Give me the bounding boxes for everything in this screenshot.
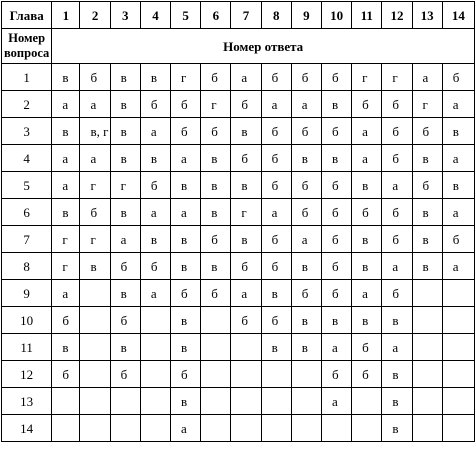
answer-cell: б bbox=[201, 226, 231, 253]
answer-cell: г bbox=[110, 172, 140, 199]
answer-cell: а bbox=[140, 118, 170, 145]
answer-cell: б bbox=[201, 280, 231, 307]
answer-cell: г bbox=[80, 226, 110, 253]
table-row bbox=[2, 361, 475, 388]
answer-cell: а bbox=[442, 91, 474, 118]
answer-cell bbox=[201, 307, 231, 334]
question-number-label: Номер вопроса bbox=[2, 29, 52, 64]
question-number: 1 bbox=[2, 64, 52, 91]
answer-cell: а bbox=[321, 388, 351, 415]
answer-cell: в bbox=[171, 253, 201, 280]
answer-cell bbox=[201, 415, 231, 442]
answer-cell: в bbox=[171, 172, 201, 199]
answer-cell: в bbox=[231, 118, 261, 145]
answer-cell: а bbox=[442, 253, 474, 280]
answer-cell: г bbox=[201, 91, 231, 118]
answer-cell: в bbox=[52, 118, 80, 145]
answer-cell: а bbox=[80, 91, 110, 118]
answer-cell bbox=[80, 307, 110, 334]
answer-cell bbox=[291, 415, 321, 442]
chapter-number: 14 bbox=[442, 2, 474, 29]
answer-cell: а bbox=[442, 145, 474, 172]
answer-cell bbox=[442, 334, 474, 361]
answer-cell: б bbox=[321, 361, 351, 388]
table-row bbox=[2, 334, 475, 361]
answer-cell: б bbox=[352, 334, 382, 361]
answer-cell bbox=[52, 415, 80, 442]
answer-cell bbox=[442, 307, 474, 334]
table-row bbox=[2, 415, 475, 442]
answer-cell: в bbox=[80, 253, 110, 280]
answer-cell: а bbox=[231, 64, 261, 91]
answer-cell bbox=[291, 388, 321, 415]
answer-cell bbox=[110, 388, 140, 415]
answer-cell: а bbox=[412, 64, 442, 91]
answer-cell: а bbox=[52, 145, 80, 172]
answer-cell bbox=[140, 361, 170, 388]
chapter-number: 7 bbox=[231, 2, 261, 29]
answer-cell: в bbox=[291, 307, 321, 334]
answer-cell: в bbox=[110, 118, 140, 145]
answer-cell: б bbox=[110, 361, 140, 388]
answer-cell: а bbox=[52, 280, 80, 307]
answer-cell bbox=[442, 388, 474, 415]
answer-cell: в bbox=[291, 334, 321, 361]
question-number: 8 bbox=[2, 253, 52, 280]
answer-cell: г bbox=[352, 64, 382, 91]
table-row bbox=[2, 388, 475, 415]
answer-cell: в bbox=[412, 226, 442, 253]
answer-cell: в bbox=[382, 361, 412, 388]
chapter-number: 12 bbox=[382, 2, 412, 29]
answer-cell: б bbox=[171, 118, 201, 145]
answer-cell: б bbox=[201, 64, 231, 91]
answer-cell: б bbox=[52, 307, 80, 334]
answer-cell: б bbox=[171, 361, 201, 388]
answer-cell: в, г bbox=[80, 118, 110, 145]
answer-cell: в bbox=[231, 172, 261, 199]
answer-cell: в bbox=[110, 91, 140, 118]
answer-cell: а bbox=[171, 415, 201, 442]
answer-cell bbox=[321, 415, 351, 442]
answer-cell: а bbox=[321, 334, 351, 361]
table-row bbox=[2, 307, 475, 334]
answer-cell: б bbox=[321, 118, 351, 145]
question-number: 10 bbox=[2, 307, 52, 334]
answer-cell: а bbox=[352, 145, 382, 172]
chapter-number: 11 bbox=[352, 2, 382, 29]
answer-cell: а bbox=[352, 280, 382, 307]
answer-cell: в bbox=[52, 64, 80, 91]
question-number: 13 bbox=[2, 388, 52, 415]
chapter-number: 1 bbox=[52, 2, 80, 29]
answer-cell: а bbox=[291, 91, 321, 118]
answer-cell bbox=[231, 361, 261, 388]
answer-cell: б bbox=[261, 118, 291, 145]
answer-cell: а bbox=[171, 199, 201, 226]
answer-cell: б bbox=[201, 118, 231, 145]
answer-cell bbox=[442, 361, 474, 388]
answer-cell: а bbox=[291, 226, 321, 253]
answer-cell: в bbox=[412, 145, 442, 172]
question-number: 2 bbox=[2, 91, 52, 118]
answer-cell: б bbox=[352, 361, 382, 388]
answer-cell: в bbox=[110, 64, 140, 91]
answer-cell: а bbox=[382, 253, 412, 280]
question-number: 4 bbox=[2, 145, 52, 172]
answer-cell: в bbox=[110, 280, 140, 307]
answer-cell: в bbox=[352, 172, 382, 199]
answer-cell: б bbox=[140, 91, 170, 118]
answer-cell: б bbox=[231, 145, 261, 172]
answer-cell bbox=[352, 388, 382, 415]
answer-cell bbox=[80, 361, 110, 388]
answer-cell: в bbox=[171, 388, 201, 415]
answer-cell bbox=[412, 334, 442, 361]
answer-cell: б bbox=[442, 64, 474, 91]
answer-cell: г bbox=[382, 64, 412, 91]
answer-cell: а bbox=[80, 145, 110, 172]
answer-cell: б bbox=[261, 253, 291, 280]
answer-cell: в bbox=[291, 145, 321, 172]
answer-cell: б bbox=[352, 91, 382, 118]
answer-cell: б bbox=[321, 253, 351, 280]
answer-cell: б bbox=[412, 118, 442, 145]
answer-cell: в bbox=[140, 226, 170, 253]
answer-cell bbox=[412, 415, 442, 442]
answer-cell: а bbox=[352, 118, 382, 145]
answer-cell: в bbox=[140, 64, 170, 91]
answer-cell bbox=[261, 361, 291, 388]
answer-cell: г bbox=[80, 172, 110, 199]
answer-cell: б bbox=[80, 64, 110, 91]
answer-cell: г bbox=[231, 199, 261, 226]
chapter-number: 9 bbox=[291, 2, 321, 29]
answer-cell: б bbox=[231, 253, 261, 280]
answer-cell: а bbox=[261, 91, 291, 118]
answer-cell: б bbox=[110, 253, 140, 280]
answer-cell: в bbox=[110, 145, 140, 172]
answer-cell: г bbox=[52, 253, 80, 280]
answer-cell: в bbox=[201, 145, 231, 172]
answer-cell bbox=[52, 388, 80, 415]
answer-cell bbox=[80, 388, 110, 415]
question-number: 14 bbox=[2, 415, 52, 442]
answer-cell: б bbox=[140, 172, 170, 199]
answer-cell: в bbox=[321, 145, 351, 172]
chapter-number: 8 bbox=[261, 2, 291, 29]
answer-cell: б bbox=[291, 172, 321, 199]
answer-cell: а bbox=[442, 199, 474, 226]
answer-cell: а bbox=[382, 334, 412, 361]
answer-cell: в bbox=[382, 415, 412, 442]
answer-cell: в bbox=[261, 334, 291, 361]
answer-cell bbox=[261, 388, 291, 415]
answer-cell bbox=[140, 334, 170, 361]
answer-cell bbox=[140, 388, 170, 415]
chapter-number: 2 bbox=[80, 2, 110, 29]
question-number: 7 bbox=[2, 226, 52, 253]
answer-cell: б bbox=[80, 199, 110, 226]
answer-cell: б bbox=[231, 307, 261, 334]
answer-cell: в bbox=[110, 334, 140, 361]
answer-cell: в bbox=[110, 199, 140, 226]
answer-cell: в bbox=[201, 172, 231, 199]
table-row bbox=[2, 280, 475, 307]
answer-cell: б bbox=[442, 226, 474, 253]
answer-cell: в bbox=[52, 334, 80, 361]
answer-cell: а bbox=[261, 199, 291, 226]
answer-cell: в bbox=[171, 334, 201, 361]
answer-cell: в bbox=[201, 199, 231, 226]
question-number: 3 bbox=[2, 118, 52, 145]
table-row bbox=[2, 145, 475, 172]
question-number: 11 bbox=[2, 334, 52, 361]
answer-cell bbox=[412, 388, 442, 415]
answer-cell: б bbox=[352, 199, 382, 226]
answer-cell: б bbox=[382, 118, 412, 145]
answer-cell: б bbox=[382, 226, 412, 253]
answer-table-body bbox=[2, 64, 475, 442]
answer-cell: в bbox=[412, 253, 442, 280]
answer-cell: в bbox=[261, 280, 291, 307]
answer-cell: б bbox=[261, 145, 291, 172]
answer-cell bbox=[412, 361, 442, 388]
answer-cell: в bbox=[291, 253, 321, 280]
answer-cell: б bbox=[261, 307, 291, 334]
table-row bbox=[2, 172, 475, 199]
chapter-number: 10 bbox=[321, 2, 351, 29]
answer-cell: б bbox=[382, 199, 412, 226]
answer-cell: б bbox=[321, 226, 351, 253]
answer-cell: в bbox=[352, 253, 382, 280]
answer-cell: б bbox=[321, 64, 351, 91]
answer-cell: а bbox=[52, 172, 80, 199]
chapter-number: 13 bbox=[412, 2, 442, 29]
answer-cell: в bbox=[140, 145, 170, 172]
answer-cell: г bbox=[171, 64, 201, 91]
answer-cell: б bbox=[321, 280, 351, 307]
table-row bbox=[2, 91, 475, 118]
answer-cell: а bbox=[231, 280, 261, 307]
chapter-number: 4 bbox=[140, 2, 170, 29]
answer-cell bbox=[442, 415, 474, 442]
answer-cell: б bbox=[52, 361, 80, 388]
answer-cell bbox=[80, 415, 110, 442]
answer-cell bbox=[201, 361, 231, 388]
chapter-number: 6 bbox=[201, 2, 231, 29]
answer-cell bbox=[442, 280, 474, 307]
answer-cell: а bbox=[171, 145, 201, 172]
answer-key-table bbox=[1, 1, 475, 442]
table-row bbox=[2, 199, 475, 226]
answer-cell bbox=[80, 334, 110, 361]
answer-cell bbox=[261, 415, 291, 442]
question-number: 12 bbox=[2, 361, 52, 388]
answer-cell: б bbox=[382, 91, 412, 118]
answer-cell: в bbox=[352, 226, 382, 253]
answer-cell: б bbox=[261, 226, 291, 253]
subheader-row bbox=[2, 29, 475, 64]
answer-cell: б bbox=[140, 253, 170, 280]
answer-cell bbox=[140, 415, 170, 442]
answer-cell: в bbox=[52, 199, 80, 226]
question-number: 9 bbox=[2, 280, 52, 307]
answer-cell: б bbox=[321, 199, 351, 226]
answer-cell: в bbox=[321, 307, 351, 334]
answer-cell bbox=[201, 334, 231, 361]
answer-cell: б bbox=[171, 91, 201, 118]
answer-cell: а bbox=[52, 91, 80, 118]
chapter-number: 3 bbox=[110, 2, 140, 29]
answer-cell: в bbox=[231, 226, 261, 253]
answer-cell: в bbox=[171, 307, 201, 334]
answer-cell bbox=[140, 307, 170, 334]
answer-cell: б bbox=[110, 307, 140, 334]
answer-cell bbox=[80, 280, 110, 307]
table-row bbox=[2, 253, 475, 280]
answer-cell: б bbox=[291, 280, 321, 307]
answer-cell: б bbox=[382, 280, 412, 307]
answer-cell bbox=[352, 415, 382, 442]
answer-cell: в bbox=[171, 226, 201, 253]
answer-cell bbox=[231, 415, 261, 442]
answer-cell: в bbox=[352, 307, 382, 334]
answer-cell: г bbox=[52, 226, 80, 253]
answer-cell bbox=[201, 388, 231, 415]
chapter-header-row bbox=[2, 2, 475, 29]
answer-cell: а bbox=[110, 226, 140, 253]
table-row bbox=[2, 118, 475, 145]
answer-cell: в bbox=[201, 253, 231, 280]
table-row bbox=[2, 226, 475, 253]
answer-cell: б bbox=[231, 91, 261, 118]
answer-cell: в bbox=[442, 172, 474, 199]
answer-cell: в bbox=[382, 388, 412, 415]
answer-cell: б bbox=[382, 145, 412, 172]
answer-cell bbox=[231, 388, 261, 415]
answer-cell: г bbox=[412, 91, 442, 118]
question-number: 5 bbox=[2, 172, 52, 199]
answer-cell bbox=[412, 280, 442, 307]
answer-cell: в bbox=[442, 118, 474, 145]
answer-cell: б bbox=[291, 64, 321, 91]
chapter-corner-label: Глава bbox=[2, 2, 52, 29]
chapter-number: 5 bbox=[171, 2, 201, 29]
answer-cell: б bbox=[412, 172, 442, 199]
answer-cell: б bbox=[291, 199, 321, 226]
answer-cell bbox=[110, 415, 140, 442]
answer-cell: в bbox=[382, 307, 412, 334]
answer-cell: б bbox=[261, 64, 291, 91]
table-row bbox=[2, 64, 475, 91]
answer-cell: а bbox=[382, 172, 412, 199]
answer-cell: б bbox=[261, 172, 291, 199]
answer-cell bbox=[231, 334, 261, 361]
question-number: 6 bbox=[2, 199, 52, 226]
answer-cell: б bbox=[321, 172, 351, 199]
answer-number-label: Номер ответа bbox=[52, 29, 475, 64]
answer-cell bbox=[291, 361, 321, 388]
answer-cell bbox=[412, 307, 442, 334]
answer-cell: а bbox=[140, 280, 170, 307]
answer-cell: а bbox=[140, 199, 170, 226]
answer-cell: б bbox=[291, 118, 321, 145]
answer-cell: в bbox=[321, 91, 351, 118]
answer-cell: б bbox=[171, 280, 201, 307]
answer-cell: в bbox=[412, 199, 442, 226]
